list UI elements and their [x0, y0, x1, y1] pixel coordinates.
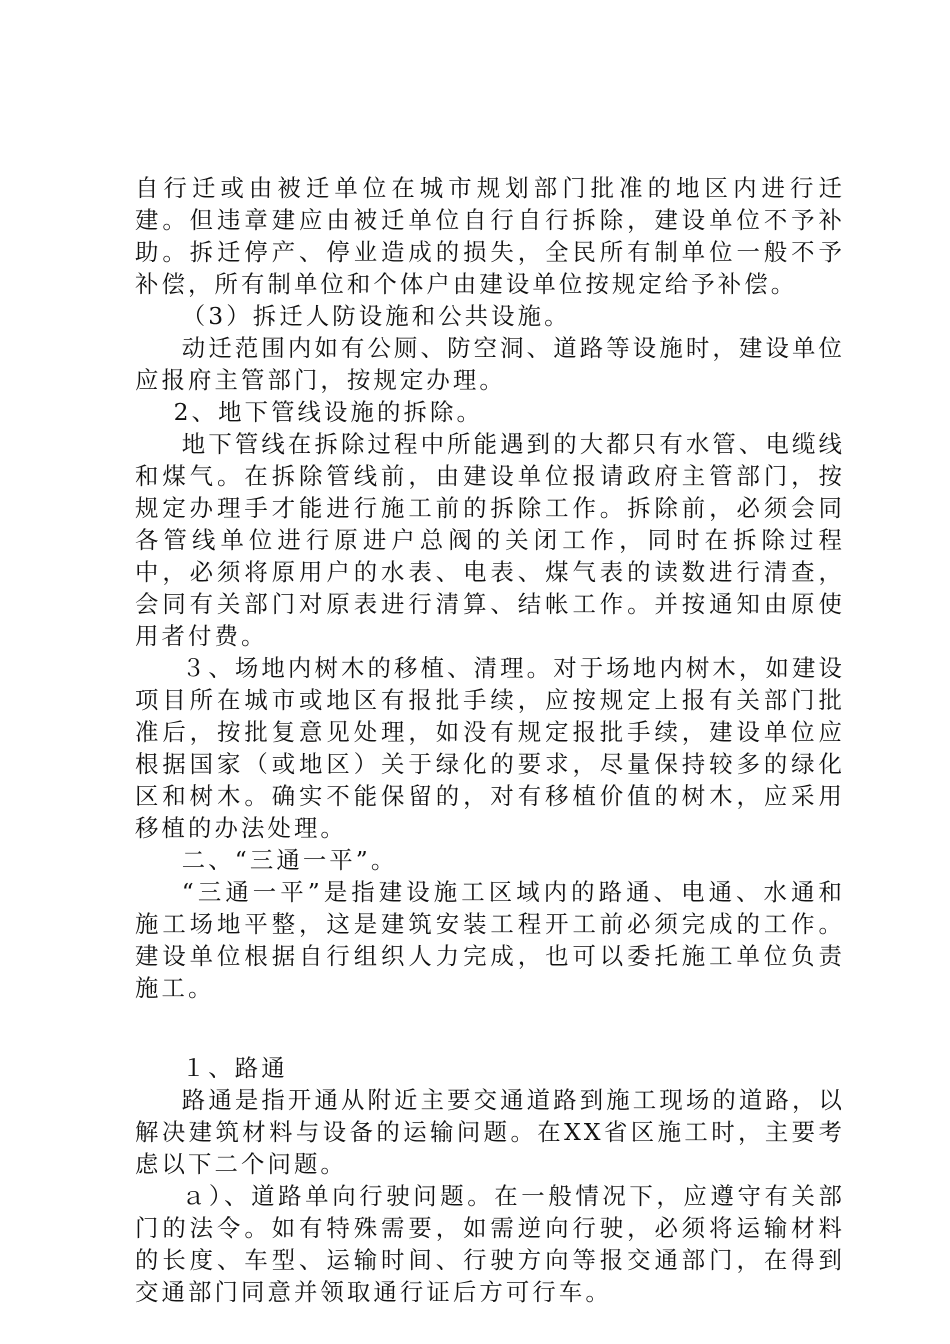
document-body: [135, 172, 845, 1308]
heading-three-connections-one-leveling: 二、“三通一平”。: [181, 846, 398, 874]
paragraph-relocation-continued: 自行迁或由被迁单位在城市规划部门批准的地区内进行迁建。但违章建应由被迁单位自行自行拆除，建设单位不予补助。拆迁停产、停业造成的损失，全民所有制单位一般不予补偿，所有制单位和个体户由建设单位按规定给予补偿。: [135, 174, 845, 298]
paragraph-one-way-traffic: ａ）、道路单向行驶问题。在一般情况下，应遵守有关部门的法令。如有特殊需要，如需逆向行驶，必须将运输材料的长度、车型、运输时间、行驶方向等报交通部门，在得到交通部门同意并领取通行证后方可行车。: [135, 1182, 845, 1306]
paragraph-tree-transplant: ３、场地内树木的移植、清理。对于场地内树木，如建设项目所在城市或地区有报批手续，应按规定上报有关部门批准后，按批复意见处理，如没有规定报批手续，建设单位应根据国家（或地区）关于绿化的要求，尽量保持较多的绿化区和树木。确实不能保留的，对有移植价值的树木，应采用移植的办法处理。: [135, 654, 845, 842]
paragraph-underground-pipelines: 地下管线在拆除过程中所能遇到的大都只有水管、电缆线和煤气。在拆除管线前，由建设单位报请政府主管部门，按规定办理手才能进行施工前的拆除工作。拆除前，必须会同各管线单位进行原进户总阀的关闭工作，同时在拆除过程中，必须将原用户的水表、电表、煤气表的读数进行清查，会同有关部门对原表进行清算、结帐工作。并按通知由原使用者付费。: [135, 430, 845, 650]
paragraph-three-connections-definition: “三通一平”是指建设施工区域内的路通、电通、水通和施工场地平整，这是建筑安装工程开工前必须完成的工作。建设单位根据自行组织人力完成，也可以委托施工单位负责施工。: [135, 878, 845, 1002]
heading-civil-defense-facilities: （3）拆迁人防设施和公共设施。: [181, 302, 571, 330]
heading-underground-pipelines: 2、地下管线设施的拆除。: [173, 398, 483, 426]
paragraph-spacer: [135, 1004, 845, 1052]
heading-road-access: １、路通: [181, 1054, 288, 1082]
paragraph-public-facilities: 动迁范围内如有公厕、防空洞、道路等设施时，建设单位应报府主管部门，按规定办理。: [135, 334, 845, 394]
paragraph-road-access: 路通是指开通从附近主要交通道路到施工现场的道路，以解决建筑材料与设备的运输问题。在XX省区施工时，主要考虑以下二个问题。: [135, 1086, 845, 1178]
